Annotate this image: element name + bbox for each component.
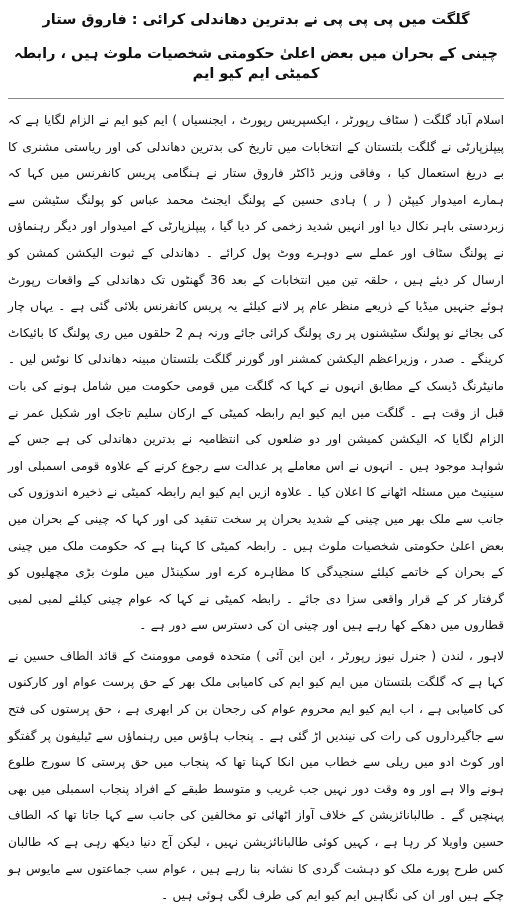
sub-headline: چینی کے بحران میں بعض اعلیٰ حکومتی شخصیات ملوث ہیں ، رابطہ کمیٹی ایم کیو ایم (14, 46, 498, 82)
article-body-1: اسلام آباد گلگت ( سٹاف رپورٹر ، ایکسپریس رپورٹ ، ایجنسیاں ) ایم کیو ایم نے الزام لگایا ہے کہ پیپلزپارٹی نے گلگت بلتستان کے انتخابات میں تاریخ کی بدترین دھاندلی کی اور ریاستی مشنری کا بے دریغ استعمال کیا ، وفاقی وزیر ڈاکٹر فاروق ستار نے ہنگامی پریس کانفرنس میں کہا کہ ہمارے امیدوار کیپٹن ( ر ) ہادی حسین کے پولنگ ایجنٹ محمد عباس کو پولنگ سٹیشن سے زبردستی باہر نکال دیا اور انہیں شدید زخمی کر دیا گیا ، پیپلزپارٹی کے امیدوار اور دیگر رہنماؤں نے پولنگ سٹاف اور عملے سے دوہرے ووٹ پول کرائے ۔ دھاندلی کے ثبوت الیکشن کمشن کو ارسال کر دیئے ہیں ، حلقہ تین میں انتخابات کے بعد 36 گھنٹوں تک دھاندلی کے واقعات رپورٹ ہوئے جنہیں میڈیا کے ذریعے منظر عام پر لانے کیلئے یہ پریس کانفرنس بلائی گئی ہے ۔ یہاں چار کی بجائے نو پولنگ سٹیشنوں پر ری پولنگ کرائی جائے ورنہ ہم 2 حلقوں میں ری پولنگ کا بائیکاٹ کرینگے ۔ صدر ، وزیراعظم الیکشن کمشنر اور گورنر گلگت بلتستان مبینہ دھاندلی کا نوٹس لیں ۔ مانیٹرنگ ڈیسک کے مطابق انہوں نے کہا کہ گلگت میں قومی حکومت میں شامل ہونے کی بات قبل از وقت ہے ۔ گلگت میں ایم کیو ایم رابطہ کمیٹی کے ارکان سلیم تاجک اور شکیل عمر نے الزام لگایا کہ الیکشن کمیشن اور دو ضلعوں کی انتظامیہ نے بدترین دھاندلی کی ہے جس کے شواہد موجود ہیں ۔ انہوں نے اس معاملے پر عدالت سے رجوع کرنے کے علاوہ قومی اسمبلی اور سینیٹ میں مسئلہ اٹھانے کا اعلان کیا ۔ علاوہ ازیں ایم کیو ایم رابطہ کمیٹی نے ذخیرہ اندوزوں کی جانب سے ملک بھر میں چینی کے شدید بحران پر سخت تنقید کی اور کہا کہ چینی کے بحران میں بعض اعلیٰ حکومتی شخصیات ملوث ہیں ۔ رابطہ کمیٹی کا کہنا ہے کہ حکومت ملک میں چینی کے بحران کے خاتمے کیلئے سنجیدگی کا مظاہرہ کرے اور سکینڈل میں ملوث بڑی مچھلیوں کو گرفتار کر کے قرار واقعی سزا دی جائے ۔ رابطہ کمیٹی نے کہا کہ عوام چینی کیلئے لمبی لمبی قطاروں میں دھکے کھا رہے ہیں اور چینی ان کی دسترس سے دور ہے ۔ (8, 113, 504, 633)
article-body-2: لاہور ، لندن ( جنرل نیوز رپورٹر ، این این آئی ) متحدہ قومی موومنٹ کے قائد الطاف حسین نے کہا ہے کہ گلگت بلتستان میں ایم کیو ایم کی کامیابی ملک بھر کے حق پرست عوام اور کارکنوں کی کامیابی ہے ، اب ایم کیو ایم محروم عوام کی رجحان بن کر ابھری ہے ، حق پرستوں کی فتح سے جاگیرداروں کی رات کی نیندیں اڑ گئی ہے ۔ پنجاب ہاؤس میں رہنماؤں سے ٹیلیفون پر گفتگو اور کوٹ ادو میں ریلی سے خطاب میں انکا کہنا تھا کہ پنجاب میں حق پرستی کا سورج طلوع ہونے والا ہے اور وہ وقت دور نہیں جب غریب و متوسط طبقے کے افراد پنجاب اسمبلی میں بھی پہنچیں گے ۔ طالبانائزیشن کے خلاف آواز اٹھائی تو مخالفین کی جانب سے کہا جاتا تھا کہ الطاف حسین واویلا کر رہا ہے ، کہیں کوئی طالبانائزیشن نہیں ، لیکن آج دنیا دیکھ رہی ہے کہ طالبان کس طرح پورے ملک کو دہشت گردی کا نشانہ بنا رہے ہیں ، عوام سب جماعتوں سے مایوس ہو چکے ہیں اور ان کی نگاہیں ایم کیو ایم کی طرف لگی ہوئی ہیں ۔ (8, 648, 504, 903)
article-mqm-gilgit (8, 107, 504, 639)
article-altaf-hussain (8, 643, 504, 909)
headline-divider (8, 98, 504, 99)
main-headline: گلگت میں پی پی پی نے بدترین دھاندلی کرائی : فاروق ستار (42, 12, 470, 28)
